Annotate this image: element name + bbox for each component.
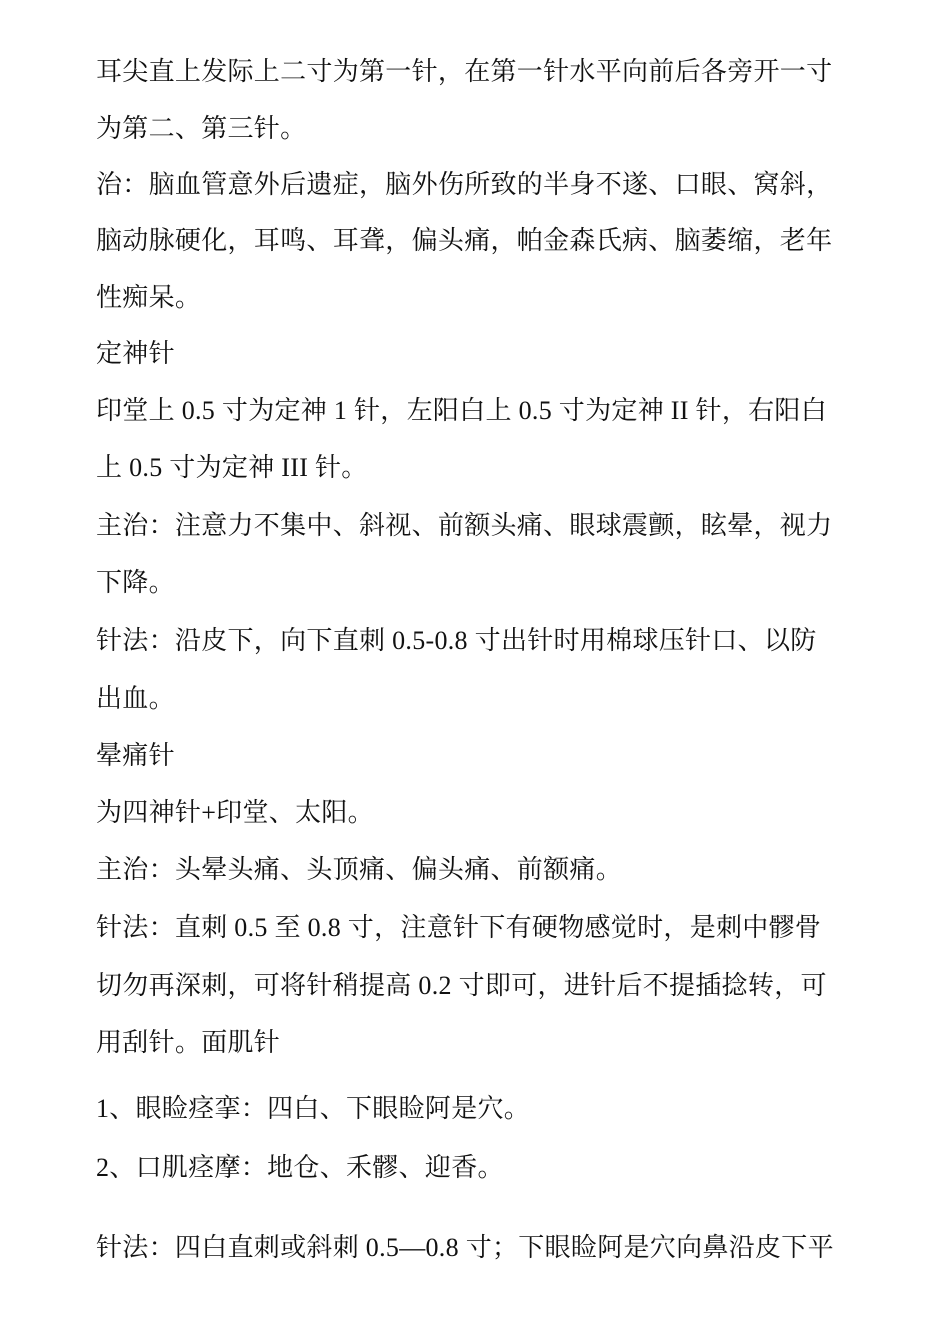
text-line: 主治：头晕头痛、头顶痛、偏头痛、前额痛。 [96, 855, 623, 884]
text-line: 脑动脉硬化，耳鸣、耳聋，偏头痛，帕金森氏病、脑萎缩，老年 [96, 226, 833, 255]
text-line: 治：脑血管意外后遗症，脑外伤所致的半身不遂、口眼、窝斜， [96, 170, 833, 199]
list-item: 1、眼睑痉挛：四白、下眼睑阿是穴。 [96, 1094, 531, 1123]
text-line: 下降。 [96, 568, 175, 597]
text-line: 为第二、第三针。 [96, 114, 307, 143]
text-line: 印堂上 0.5 寸为定神 1 针，左阳白上 0.5 寸为定神 II 针，右阳白 [96, 396, 828, 425]
text-line: 为四神针+印堂、太阳。 [96, 798, 374, 827]
section-heading: 晕痛针 [96, 741, 175, 770]
section-heading: 定神针 [96, 339, 175, 368]
text-line: 针法：四白直刺或斜刺 0.5—0.8 寸；下眼睑阿是穴向鼻沿皮下平 [96, 1233, 834, 1262]
text-line: 主治：注意力不集中、斜视、前额头痛、眼球震颤，眩晕，视力 [96, 511, 833, 540]
text-line: 切勿再深刺，可将针稍提高 0.2 寸即可，进针后不提插捻转，可 [96, 971, 827, 1000]
text-line: 出血。 [96, 684, 175, 713]
text-line: 上 0.5 寸为定神 III 针。 [96, 453, 368, 482]
text-line: 耳尖直上发际上二寸为第一针，在第一针水平向前后各旁开一寸 [96, 57, 833, 86]
text-line: 针法：直刺 0.5 至 0.8 寸，注意针下有硬物感觉时，是刺中髎骨 [96, 913, 822, 942]
list-item: 2、口肌痉摩：地仓、禾髎、迎香。 [96, 1153, 504, 1182]
text-line: 针法：沿皮下，向下直刺 0.5-0.8 寸出针时用棉球压针口、以防 [96, 626, 817, 655]
text-line: 性痴呆。 [96, 283, 202, 312]
text-line: 用刮针。面肌针 [96, 1028, 281, 1057]
